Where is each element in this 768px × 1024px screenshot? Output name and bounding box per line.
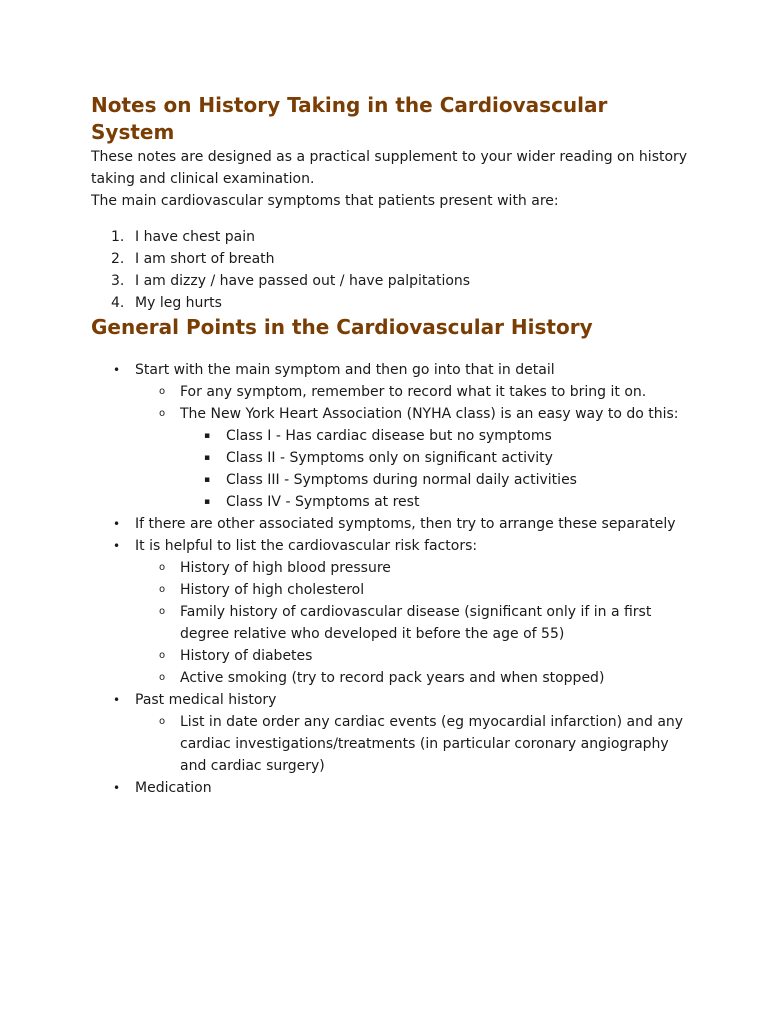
list-item-text: My leg hurts [135,295,222,311]
bullet-icon: ▪ [204,497,211,507]
bullet-icon: o [159,408,166,419]
list-item-text: I am dizzy / have passed out / have palpitations [135,273,471,289]
list-item-text: Class II - Symptoms only on significant activity [226,450,553,466]
document-page [91,92,691,799]
list-item [135,667,691,689]
list-item-text: The New York Heart Association (NYHA class) is an easy way to do this: [180,406,679,422]
section-heading: General Points in the Cardiovascular History [91,315,593,339]
list-number: 2. [111,251,125,267]
bullet-icon: o [159,584,166,595]
list-item-text: History of high cholesterol [180,582,365,598]
risk-factors-list [135,557,691,689]
list-item-text: I have chest pain [135,229,256,245]
bullet-icon: ▪ [204,453,211,463]
page-title: Notes on History Taking in the Cardiovascular System [91,93,608,144]
symptoms-lead-paragraph: The main cardiovascular symptoms that patients present with are: [91,193,559,209]
list-item-text: It is helpful to list the cardiovascular risk factors: [135,538,478,554]
list-item [91,689,691,777]
list-item [135,711,691,777]
list-number: 4. [111,295,125,311]
list-item [91,226,691,248]
sub-list [135,711,691,777]
list-item-text: Family history of cardiovascular disease (significant only if in a first degree relative who developed it before the age of 55) [180,604,652,642]
bullet-icon: o [159,672,166,683]
list-item [180,491,691,513]
list-item [91,777,691,799]
list-item-text: If there are other associated symptoms, then try to arrange these separately [135,516,676,532]
symptoms-list [91,226,691,314]
bullet-icon: o [159,650,166,661]
list-item-text: Start with the main symptom and then go into that in detail [135,362,555,378]
list-item [91,248,691,270]
list-item-text: History of high blood pressure [180,560,391,576]
bullet-icon: o [159,386,166,397]
nyha-class-list [180,425,691,513]
list-item-text: List in date order any cardiac events (eg myocardial infarction) and any cardiac investigations/treatments (in particular coronary angiography and cardiac surgery) [180,714,684,774]
bullet-icon: o [159,716,166,727]
list-item [135,403,691,513]
list-item-text: Class I - Has cardiac disease but no symptoms [226,428,552,444]
bullet-icon: • [113,781,121,795]
list-item-text: Class IV - Symptoms at rest [226,494,420,510]
bullet-icon: • [113,539,121,553]
bullet-icon: • [113,363,121,377]
list-item [91,535,691,689]
list-item [91,292,691,314]
list-item-text: Class III - Symptoms during normal daily activities [226,472,577,488]
list-item [135,579,691,601]
list-item [180,425,691,447]
list-item [135,557,691,579]
intro-paragraph: These notes are designed as a practical supplement to your wider reading on history taking and clinical examination. [91,149,688,187]
general-points-list [91,359,691,799]
list-number: 1. [111,229,125,245]
list-item [91,270,691,292]
bullet-icon: • [113,693,121,707]
list-number: 3. [111,273,125,289]
list-item-text: History of diabetes [180,648,313,664]
list-item [135,645,691,667]
list-item [135,381,691,403]
bullet-icon: • [113,517,121,531]
bullet-icon: ▪ [204,475,211,485]
bullet-icon: o [159,562,166,573]
list-item [135,601,691,645]
list-item [180,447,691,469]
list-item-text: Past medical history [135,692,277,708]
list-item-text: Medication [135,780,212,796]
bullet-icon: o [159,606,166,617]
list-item [180,469,691,491]
list-item-text: For any symptom, remember to record what it takes to bring it on. [180,384,647,400]
list-item [91,359,691,513]
bullet-icon: ▪ [204,431,211,441]
sub-list [135,381,691,513]
list-item [91,513,691,535]
list-item-text: I am short of breath [135,251,275,267]
list-item-text: Active smoking (try to record pack years and when stopped) [180,670,605,686]
